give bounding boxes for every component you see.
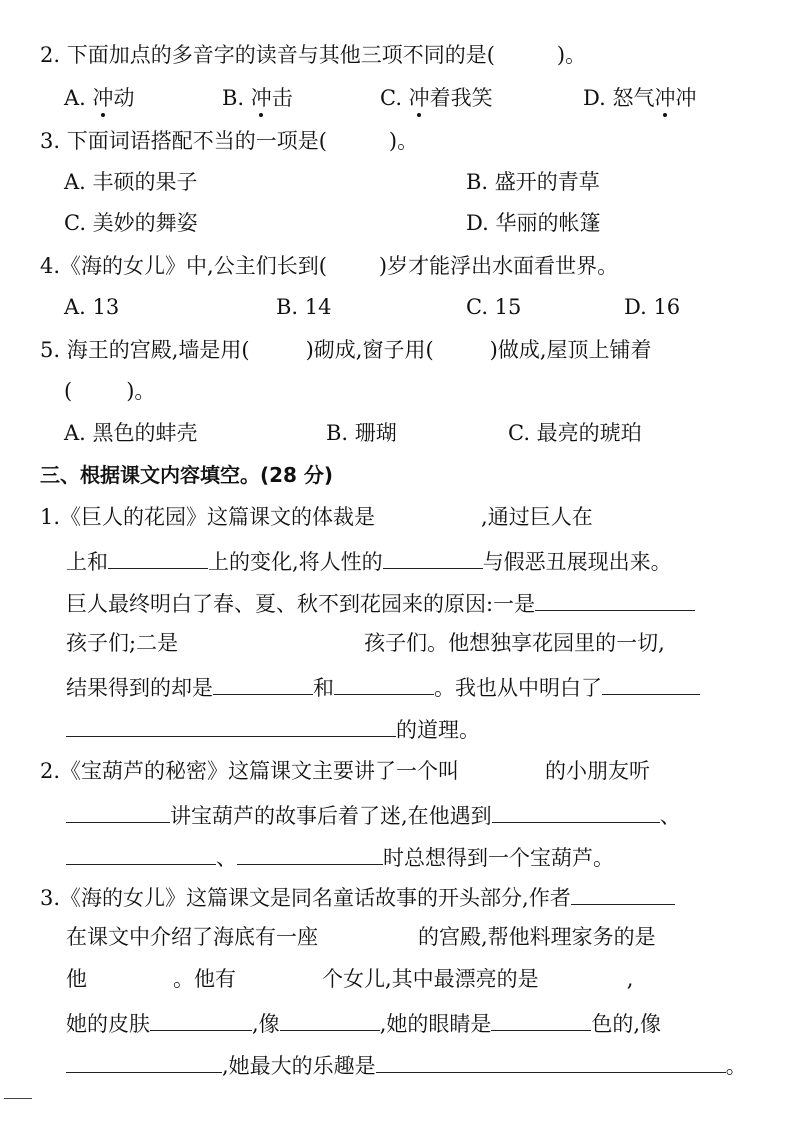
- q4-stem: 4.《海的女儿》中,公主们长到( )岁才能浮出水面看世界。: [40, 254, 619, 278]
- fill-blank[interactable]: [280, 1006, 380, 1031]
- page-corner-mark: [4, 1098, 32, 1099]
- q5-option-c: C. 最亮的琥珀: [508, 421, 642, 445]
- s1-line1: 1.《巨人的花园》这篇课文的体裁是 ,通过巨人在: [40, 505, 593, 529]
- q5-stem-cont: ( )。: [64, 379, 156, 403]
- fill-blank[interactable]: [376, 1048, 726, 1073]
- emphasis-dot: 冲: [409, 83, 430, 113]
- q5-option-b: B. 珊瑚: [326, 421, 397, 445]
- q4-option-a: A. 13: [64, 295, 120, 319]
- s3-line3: 他 。他有 个女儿,其中最漂亮的是 ,: [66, 967, 634, 991]
- q4-option-c: C. 15: [466, 295, 522, 319]
- section-title: 三、根据课文内容填空。(28 分): [40, 463, 334, 487]
- q5-stem: 5. 海王的宫殿,墙是用( )砌成,窗子用( )做成,屋顶上铺着: [40, 338, 652, 362]
- fill-blank[interactable]: [237, 840, 383, 865]
- s3-line4: 她的皮肤 ,像 ,她的眼睛是 色的,像: [66, 1006, 661, 1039]
- fill-blank[interactable]: [150, 1006, 252, 1031]
- fill-blank[interactable]: [492, 798, 660, 823]
- emphasis-dot: 冲: [93, 83, 114, 113]
- fill-blank[interactable]: [491, 1006, 591, 1031]
- s2-line3: 、 时总想得到一个宝葫芦。: [66, 840, 614, 873]
- q3-option-c: C. 美妙的舞姿: [64, 211, 198, 235]
- q2-option-c: C. 冲着我笑: [380, 83, 493, 113]
- fill-blank[interactable]: [66, 1048, 222, 1073]
- s1-line6: 的道理。: [66, 712, 480, 745]
- s1-line3: 巨人最终明白了春、夏、秋不到花园来的原因:一是: [66, 586, 695, 619]
- q4-option-b: B. 14: [276, 295, 332, 319]
- s1-line5: 结果得到的却是 和 。我也从中明白了: [66, 670, 700, 703]
- s2-line1: 2.《宝葫芦的秘密》这篇课文主要讲了一个叫 的小朋友听: [40, 759, 651, 783]
- q5-option-a: A. 黑色的蚌壳: [64, 421, 198, 445]
- s1-line2: 上和 上的变化,将人性的 与假恶丑展现出来。: [66, 544, 672, 577]
- s3-line5: ,她最大的乐趣是 。: [66, 1048, 747, 1081]
- q2-option-b: B. 冲击: [222, 83, 293, 113]
- q3-option-b: B. 盛开的青草: [466, 170, 600, 194]
- fill-blank[interactable]: [66, 712, 396, 737]
- fill-blank[interactable]: [334, 670, 434, 695]
- q3-option-d: D. 华丽的帐篷: [466, 211, 601, 235]
- fill-blank[interactable]: [602, 670, 700, 695]
- s1-line4: 孩子们;二是 孩子们。他想独享花园里的一切,: [66, 631, 665, 655]
- q2-stem: 2. 下面加点的多音字的读音与其他三项不同的是( )。: [40, 43, 587, 67]
- q2-option-d: D. 怒气冲冲: [583, 83, 696, 113]
- q4-option-d: D. 16: [624, 295, 681, 319]
- fill-blank[interactable]: [213, 670, 313, 695]
- fill-blank[interactable]: [66, 798, 170, 823]
- fill-blank[interactable]: [66, 840, 216, 865]
- fill-blank[interactable]: [108, 544, 208, 569]
- fill-blank[interactable]: [571, 880, 675, 905]
- fill-blank[interactable]: [535, 586, 695, 611]
- q3-stem: 3. 下面词语搭配不当的一项是( )。: [40, 129, 419, 153]
- q3-option-a: A. 丰硕的果子: [64, 170, 198, 194]
- s2-line2: 讲宝葫芦的故事后着了迷,在他遇到 、: [66, 798, 681, 831]
- emphasis-dot: 冲: [654, 83, 675, 113]
- s3-line1: 3.《海的女儿》这篇课文是同名童话故事的开头部分,作者: [40, 880, 675, 913]
- emphasis-dot: 冲: [251, 83, 272, 113]
- fill-blank[interactable]: [383, 544, 483, 569]
- s3-line2: 在课文中介绍了海底有一座 的宫殿,帮他料理家务的是: [66, 925, 656, 949]
- q2-option-a: A. 冲动: [64, 83, 135, 113]
